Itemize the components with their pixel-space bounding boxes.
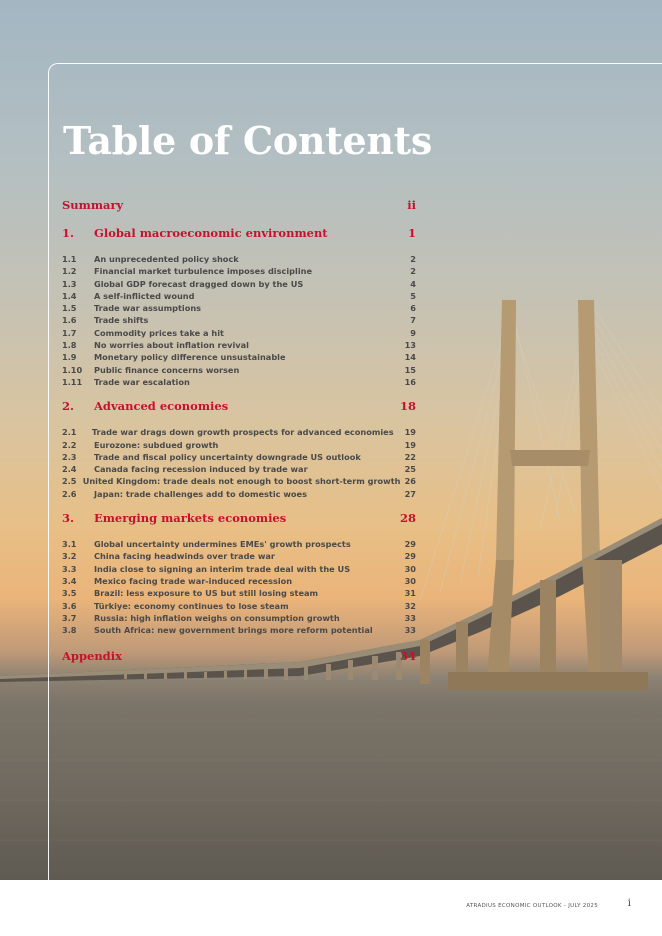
toc-section-3-items <box>62 539 416 637</box>
entry-page: 29 <box>404 539 416 550</box>
entry-number: 1.6 <box>62 315 77 326</box>
entry-page: 9 <box>410 327 416 338</box>
entry-number: 1.7 <box>62 327 77 338</box>
toc-entry[interactable] <box>62 476 416 488</box>
footer-page-number: i <box>627 898 631 909</box>
entry-page: 31 <box>404 588 416 599</box>
section-title: Global macroeconomic environment <box>94 226 328 240</box>
toc-summary-page: ii <box>407 198 416 212</box>
entry-title: Trade shifts <box>94 315 149 326</box>
toc-entry[interactable] <box>62 564 416 576</box>
section-title: Emerging markets economies <box>94 511 287 526</box>
entry-number: 1.10 <box>62 364 83 375</box>
toc-entry[interactable] <box>62 452 416 464</box>
entry-number: 3.6 <box>62 600 77 611</box>
entry-title: Trade war escalation <box>94 376 190 387</box>
entry-number: 2.6 <box>62 488 77 499</box>
entry-title: Trade and fiscal policy uncertainty downgrade US outlook <box>94 451 361 462</box>
toc-entry[interactable] <box>62 613 416 625</box>
entry-number: 1.9 <box>62 352 77 363</box>
table-of-contents <box>62 198 416 669</box>
entry-number: 3.2 <box>62 551 77 562</box>
entry-title: Global uncertainty undermines EMEs' growth prospects <box>94 539 351 550</box>
entry-title: Public finance concerns worsen <box>94 364 240 375</box>
entry-number: 1.1 <box>62 254 77 264</box>
entry-page: 19 <box>404 427 416 438</box>
toc-entry[interactable] <box>62 440 416 452</box>
entry-page: 30 <box>404 563 416 574</box>
toc-entry[interactable] <box>62 315 416 327</box>
entry-title: Trade war drags down growth prospects for advanced economies <box>91 427 394 438</box>
entry-title: Financial market turbulence imposes discipline <box>94 266 313 277</box>
entry-page: 25 <box>404 464 416 475</box>
entry-title: Mexico facing trade war-induced recession <box>94 575 293 586</box>
entry-title: South Africa: new government brings more reform potential <box>94 625 373 636</box>
toc-summary[interactable] <box>62 198 416 224</box>
section-page: 1 <box>407 226 416 240</box>
entry-title: China facing headwinds over trade war <box>94 551 275 562</box>
toc-entry[interactable] <box>62 266 416 278</box>
entry-title: No worries about inflation revival <box>94 340 249 351</box>
toc-section-2-items <box>62 427 416 501</box>
toc-entry[interactable] <box>62 377 416 389</box>
entry-page: 29 <box>404 551 416 562</box>
entry-page: 4 <box>410 278 416 289</box>
entry-title: Global GDP forecast dragged down by the US <box>94 278 304 289</box>
section-title: Advanced economies <box>94 399 229 414</box>
toc-entry[interactable] <box>62 254 416 266</box>
entry-number: 3.3 <box>62 563 77 574</box>
section-number: 1. <box>62 226 75 240</box>
entry-number: 3.1 <box>62 539 77 550</box>
entry-title: Eurozone: subdued growth <box>94 439 219 450</box>
entry-number: 2.3 <box>62 451 77 462</box>
entry-number: 3.4 <box>62 575 77 586</box>
entry-page: 2 <box>410 266 416 277</box>
entry-title: Japan: trade challenges add to domestic woes <box>94 488 307 499</box>
entry-number: 1.5 <box>62 303 77 314</box>
entry-title: An unprecedented policy shock <box>94 254 239 264</box>
toc-appendix[interactable] <box>62 649 416 669</box>
toc-entry[interactable] <box>62 464 416 476</box>
entry-number: 2.4 <box>62 464 77 475</box>
entry-title: India close to signing an interim trade deal with the US <box>94 563 351 574</box>
entry-title: Brazil: less exposure to US but still losing steam <box>94 588 319 599</box>
toc-entry[interactable] <box>62 489 416 501</box>
entry-number: 1.8 <box>62 340 77 351</box>
entry-page: 30 <box>404 575 416 586</box>
toc-appendix-page: 34 <box>399 649 416 664</box>
entry-number: 2.2 <box>62 439 77 450</box>
section-number: 3. <box>62 511 75 526</box>
entry-number: 1.11 <box>62 376 83 387</box>
entry-title: Monetary policy difference unsustainable <box>94 352 286 363</box>
toc-entry[interactable] <box>62 279 416 291</box>
entry-page: 2 <box>410 254 416 264</box>
entry-page: 33 <box>404 625 416 636</box>
entry-page: 5 <box>410 290 416 301</box>
entry-title: Canada facing recession induced by trade war <box>94 464 308 475</box>
page-title: Table of Contents <box>63 118 433 163</box>
toc-entry[interactable] <box>62 291 416 303</box>
toc-entry[interactable] <box>62 576 416 588</box>
entry-number: 3.7 <box>62 612 77 623</box>
toc-appendix-label: Appendix <box>62 649 122 664</box>
toc-entry[interactable] <box>62 427 416 439</box>
entry-title: Russia: high inflation weighs on consumption growth <box>94 612 340 623</box>
entry-title: Türkiye: economy continues to lose steam <box>94 600 289 611</box>
toc-entry[interactable] <box>62 365 416 377</box>
entry-page: 19 <box>404 439 416 450</box>
section-page: 28 <box>399 511 416 526</box>
entry-page: 6 <box>410 303 416 314</box>
entry-title: Commodity prices take a hit <box>94 327 224 338</box>
toc-entry[interactable] <box>62 352 416 364</box>
entry-page: 7 <box>410 315 416 326</box>
entry-page: 13 <box>404 340 416 351</box>
entry-page: 27 <box>404 488 416 499</box>
entry-title: A self-inflicted wound <box>94 290 195 301</box>
toc-entry[interactable] <box>62 601 416 613</box>
entry-page: 26 <box>404 476 416 487</box>
page-footer <box>0 880 662 936</box>
entry-page: 22 <box>404 451 416 462</box>
entry-number: 3.8 <box>62 625 77 636</box>
toc-section-3[interactable] <box>62 511 416 539</box>
entry-number: 2.1 <box>62 427 77 438</box>
toc-entry[interactable] <box>62 328 416 340</box>
entry-page: 33 <box>404 612 416 623</box>
toc-entry[interactable] <box>62 303 416 315</box>
toc-entry[interactable] <box>62 588 416 600</box>
entry-title: United Kingdom: trade deals not enough to boost short-term growth <box>82 476 401 487</box>
entry-number: 1.2 <box>62 266 77 277</box>
entry-title: Trade war assumptions <box>94 303 202 314</box>
entry-number: 2.5 <box>62 476 77 487</box>
toc-section-1-items <box>62 254 416 389</box>
entry-number: 1.4 <box>62 290 77 301</box>
toc-entry[interactable] <box>62 539 416 551</box>
toc-entry[interactable] <box>62 625 416 637</box>
entry-page: 16 <box>404 376 416 387</box>
entry-page: 14 <box>404 352 416 363</box>
section-page: 18 <box>399 399 416 414</box>
entry-page: 32 <box>404 600 416 611</box>
toc-summary-label: Summary <box>62 198 124 212</box>
entry-number: 1.3 <box>62 278 77 289</box>
toc-entry[interactable] <box>62 340 416 352</box>
toc-entry[interactable] <box>62 551 416 563</box>
entry-page: 15 <box>404 364 416 375</box>
section-number: 2. <box>62 399 75 414</box>
toc-section-2[interactable] <box>62 399 416 427</box>
footer-publication: ATRADIUS ECONOMIC OUTLOOK - JULY 2025 <box>466 903 598 909</box>
toc-section-1[interactable] <box>62 226 416 254</box>
entry-number: 3.5 <box>62 588 77 599</box>
